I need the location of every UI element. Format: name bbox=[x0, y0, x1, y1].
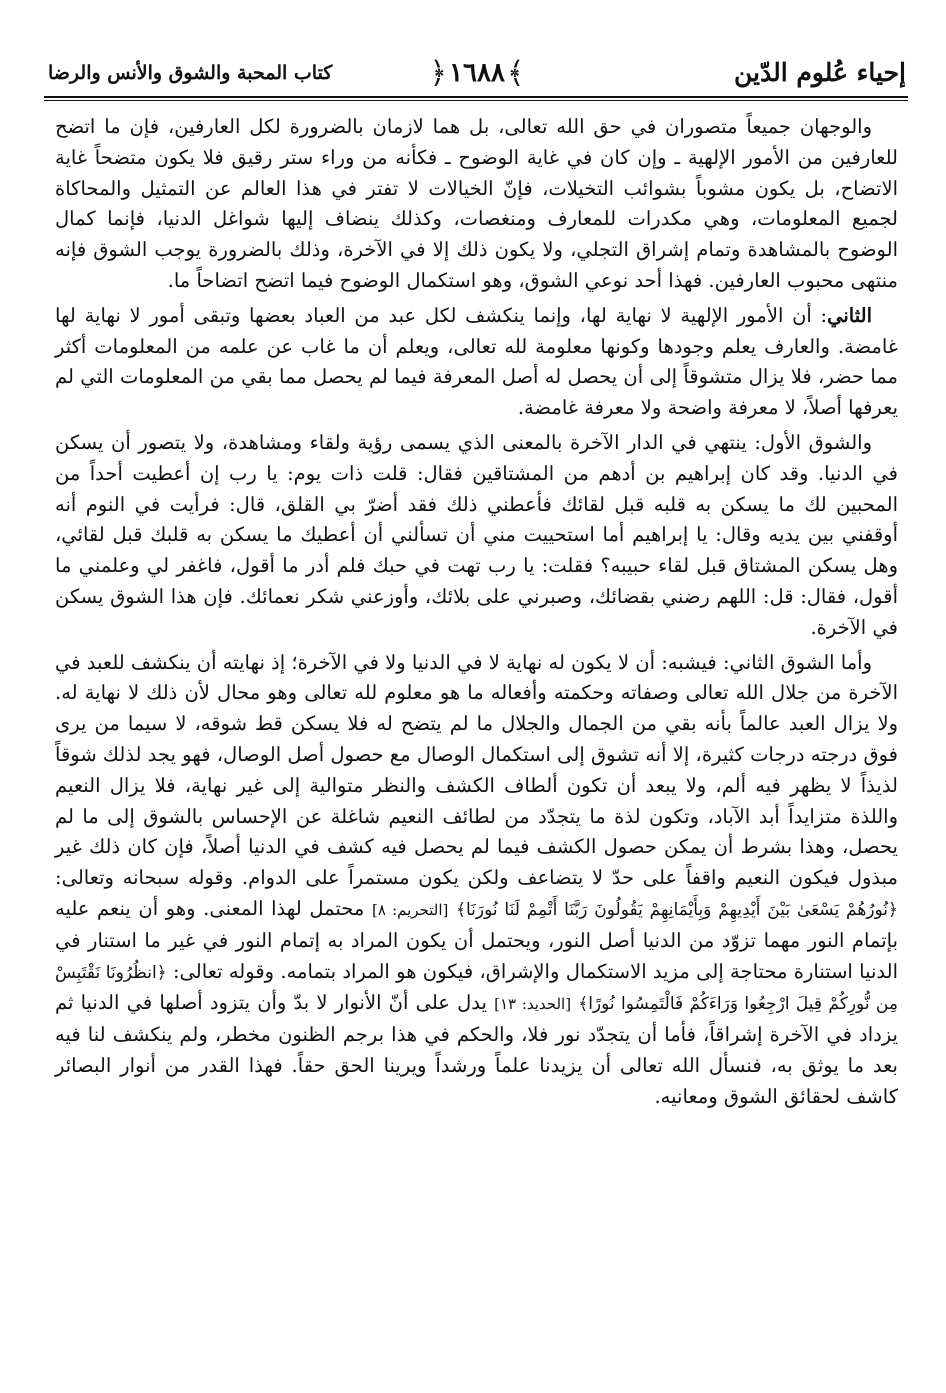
body-text bbox=[55, 112, 898, 1117]
verse-reference-tahrim: [التحريم: ٨] bbox=[371, 900, 449, 919]
header-divider bbox=[44, 96, 908, 98]
paragraph-1-text: والوجهان جميعاً متصوران في حق الله تعالى، بل هما لازمان بالضرورة لكل العارفين، فإن ما اتضح للعارفين من الأمور الإلهية ـ وإن كان في غاية الوضوح ـ فكأنه من وراء ستر رقيق فلا يكون متضحاً غاية الاتضاح، بل يكون مشوباً بشوائب التخيلات، فإنّ الخيالات لا تفتر في هذا العالم عن التمثيل والمحاكاة لجميع المعلومات، وهي مكدرات للمعارف ومنغصات، وكذلك ينضاف إليها شواغل الدنيا، فإنما كمال الوضوح بالمشاهدة وتمام إشراق التجلي، ولا يكون ذلك إلا في الآخرة، وذلك بالضرورة يوجب الشوق فإنه منتهى محبوب العارفين. فهذا أحد نوعي الشوق، وهو استكمال الوضوح فيما اتضح اتضاحاً ما. bbox=[55, 115, 898, 292]
paragraph-2 bbox=[55, 301, 898, 424]
paragraph-3 bbox=[55, 428, 898, 644]
paragraph-2-text: : أن الأمور الإلهية لا نهاية لها، وإنما ينكشف لكل عبد من العباد بعضها وتبقى أمور لا نهاية لها غامضة. والعارف يعلم وجودها وكونها معلومة لله تعالى، ويعلم أن ما غاب عن علمه من المعلومات أكثر مما حضر، فلا يزال متشوقاً إلى أن يحصل له أصل المعرفة فيما لم يحصل مما بقي من المعلومات التي لم يعرفها أصلاً، لا معرفة واضحة ولا معرفة غامضة. bbox=[55, 303, 898, 420]
paragraph-4-conclusion: يدل على أنّ الأنوار لا بدّ وأن يتزود أصلها في الدنيا ثم يزداد في الآخرة إشراقاً، فأما أن يتجدّد نور فلا، والحكم في هذا برجم الظنون مخطر، ولم ينكشف لنا فيه بعد ما يوثق به، فنسأل الله تعالى أن يزيدنا علماً ورشداً ويرينا الحق حقاً. فهذا القدر من أنوار البصائر كاشف لحقائق الشوق ومعانيه. bbox=[55, 991, 898, 1108]
ornament-brace-right: ﴾ bbox=[506, 56, 525, 91]
header-divider-thin bbox=[44, 100, 908, 101]
quran-verse-tahrim: ﴿نُورُهُمْ يَسْعَىٰ بَيْنَ أَيْدِيهِمْ وَبِأَيْمَانِهِمْ يَقُولُونَ رَبَّنَا أَتْمِمْ لَنَا نُورَنَا﴾ bbox=[456, 899, 899, 920]
chapter-title: كتاب المحبة والشوق والأنس والرضا bbox=[48, 62, 333, 84]
ornament-brace-left: ﴿ bbox=[429, 56, 448, 91]
book-title: إحياء عُلوم الدّين bbox=[734, 58, 906, 87]
quran-verse-hadid: ﴿انظُرُونَا نَقْتَبِسْ مِن نُّورِكُمْ قِيلَ ارْجِعُوا وَرَاءَكُمْ فَالْتَمِسُوا نُورًا﴾ bbox=[55, 962, 898, 1015]
page-header bbox=[48, 52, 906, 96]
paragraph-3-text: والشوق الأول: ينتهي في الدار الآخرة بالمعنى الذي يسمى رؤية ولقاء ومشاهدة، ولا يتصور أن يسكن في الدنيا. وقد كان إبراهيم بن أدهم من المشتاقين فقال: قلت ذات يوم: يا رب إن أعطيت أحداً من المحبين لك ما يسكن به قلبه قبل لقائك فأعطني ذلك فقد أضرّ بي القلق، قال: فرأيت في النوم أنه أوقفني بين يديه وقال: يا إبراهيم أما استحييت مني أن تسألني أن أعطيك ما يسكن به قلبك قبل لقائي، وهل يسكن المشتاق قبل لقاء حبيبه؟ فقلت: يا رب تهت في حبك فلم أدر ما أقول، فاغفر لي وعلمني ما أقول، فقال: قل: اللهم رضني بقضائك، وصبرني على بلائك، وأوزعني شكر نعمائك. فإن هذا الشوق يسكن في الآخرة. bbox=[55, 430, 898, 639]
paragraph-1 bbox=[55, 112, 898, 297]
paragraph-4-continuation: محتمل لهذا المعنى. وهو أن ينعم عليه بإتمام النور مهما تزوّد من الدنيا أصل النور، ويحتمل أن يكون المراد به إتمام النور في غير ما استنار في الدنيا استنارة محتاجة إلى مزيد الاستكمال والإشراق، فيكون هو المراد بتمامه. وقوله تعالى: bbox=[55, 896, 899, 983]
paragraph-4 bbox=[55, 648, 898, 1113]
paragraph-4-text: وأما الشوق الثاني: فيشبه: أن لا يكون له نهاية لا في الدنيا ولا في الآخرة؛ إذ نهايته أن ينكشف للعبد في الآخرة من جلال الله تعالى وصفاته وحكمته وأفعاله ما هو معلوم لله تعالى وهو محال لأن ذلك لا نهاية له. ولا يزال العبد عالماً بأنه بقي من الجمال والجلال ما لم يتضح له فلا يسكن قط شوقه، لا سيما من يرى فوق درجته درجات كثيرة، إلا أنه تشوق إلى استكمال الوصال مع حصول أصل الوصال، فهو يجد لذلك شوقاً لذيذاً لا يظهر فيه ألم، ولا يبعد أن تكون ألطاف الكشف والنظر متوالية إلى غير نهاية، فلا يزال النعيم واللذة متزايداً أبد الآباد، وتكون لذة ما يتجدّد من لطائف النعيم شاغلة عن الإحساس بالشوق إلى ما لم يحصل، وهذا بشرط أن يمكن حصول الكشف فيما لم يحصل فيه كشف في الدنيا أصلاً، فإن كان ذلك غير مبذول فيكون النعيم واقفاً على حدّ لا يتضاعف ولكن يكون مستمراً على الدوام. وقوله سبحانه وتعالى: bbox=[55, 650, 898, 890]
paragraph-2-lead: الثاني bbox=[827, 303, 872, 327]
verse-reference-hadid: [الحديد: ١٣] bbox=[494, 995, 572, 1014]
page-number-value: ١٦٨٨ bbox=[449, 58, 505, 88]
page-number bbox=[427, 56, 526, 91]
